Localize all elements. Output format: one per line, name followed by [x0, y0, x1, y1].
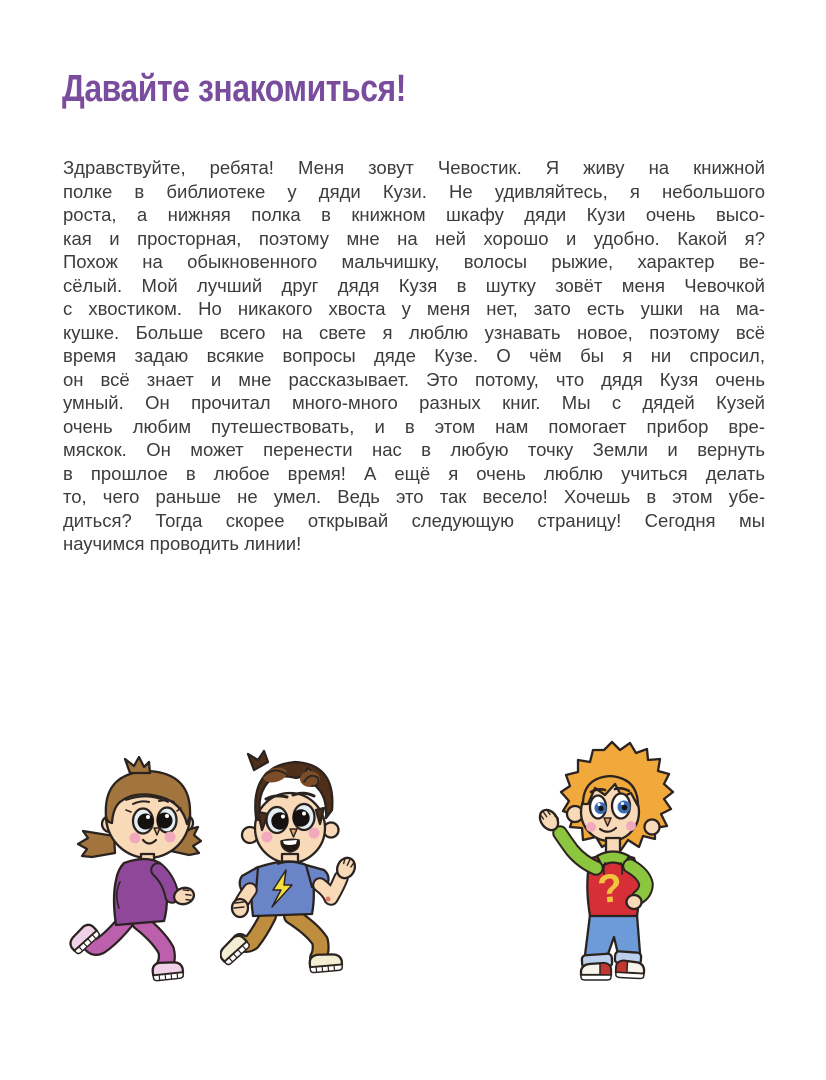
- text-line: то, чего раньше не умел. Ведь это так весело! Хочешь в этом убе-: [63, 486, 765, 507]
- chevostik-hand-on-hip: [627, 895, 642, 909]
- boy-legs: [220, 916, 343, 973]
- text-line: Похож на обыкновенного мальчишку, волосы рыжие, характер ве-: [63, 251, 765, 272]
- text-line: диться? Тогда скорее открывай следующую страницу! Сегодня мы: [63, 509, 765, 531]
- chevostik-cheek: [626, 821, 636, 831]
- intro-paragraph: [63, 156, 765, 556]
- girl-front-shoe: [152, 960, 184, 981]
- text-line: умный. Он прочитал много-много разных книг. Мы с дядей Кузей: [63, 392, 765, 413]
- girl-cheek: [165, 832, 176, 843]
- text-line: кушке. Больше всего на свете я люблю узнавать новое, поэтому всё: [63, 321, 765, 343]
- girl-cheek: [130, 833, 141, 844]
- illustration-running-boy: [220, 748, 370, 988]
- chevostik-shoe: [581, 963, 611, 980]
- boy-cheek: [309, 828, 320, 839]
- text-line: кая и просторная, поэтому мне на ней хорошо и удобно. Какой я?: [63, 227, 765, 249]
- text-line: очень любим путешествовать, и в этом нам помогает прибор вре-: [63, 415, 765, 437]
- text-line: с хвостиком. Но никакого хвоста у меня нет, зато есть ушки на ма-: [63, 298, 765, 319]
- chevostik-jeans: [581, 915, 645, 980]
- text-line: он всё знает и мне рассказывает. Это потому, что дядя Кузя очень: [63, 368, 765, 390]
- boy-cheek: [262, 832, 273, 843]
- text-line: время задаю всякие вопросы дяде Кузе. О чём бы я ни спросил,: [63, 345, 765, 366]
- text-line: роста, а нижняя полка в книжном шкафу дяди Кузи очень высо-: [63, 204, 765, 225]
- chevostik-ear: [645, 820, 660, 835]
- text-line: Здравствуйте, ребята! Меня зовут Чевостик. Я живу на книжной: [63, 157, 765, 178]
- girl-legs: [68, 922, 184, 981]
- illustration-running-girl: [68, 756, 203, 986]
- illustration-waving-boy-chevostik: [536, 740, 686, 985]
- text-line: полке в библиотеке у дяди Кузи. Не удивляйтесь, я небольшого: [63, 180, 765, 202]
- text-line: в прошлое в любое время! А ещё я очень люблю учиться делать: [63, 462, 765, 484]
- chevostik-cheek: [586, 822, 596, 832]
- text-line: научимся проводить линии!: [63, 533, 302, 554]
- page-title: Давайте знакомиться!: [62, 68, 406, 110]
- text-line: мяскок. Он может перенести нас в любую точку Земли и вернуть: [63, 439, 765, 460]
- text-line: сёлый. Мой лучший друг дядя Кузя в шутку зовёт меня Чевочкой: [63, 274, 765, 296]
- boy-front-shoe: [309, 953, 342, 973]
- girl-top: [114, 859, 172, 925]
- chevostik-question-mark: ?: [595, 866, 625, 912]
- chevostik-shoe: [616, 960, 645, 978]
